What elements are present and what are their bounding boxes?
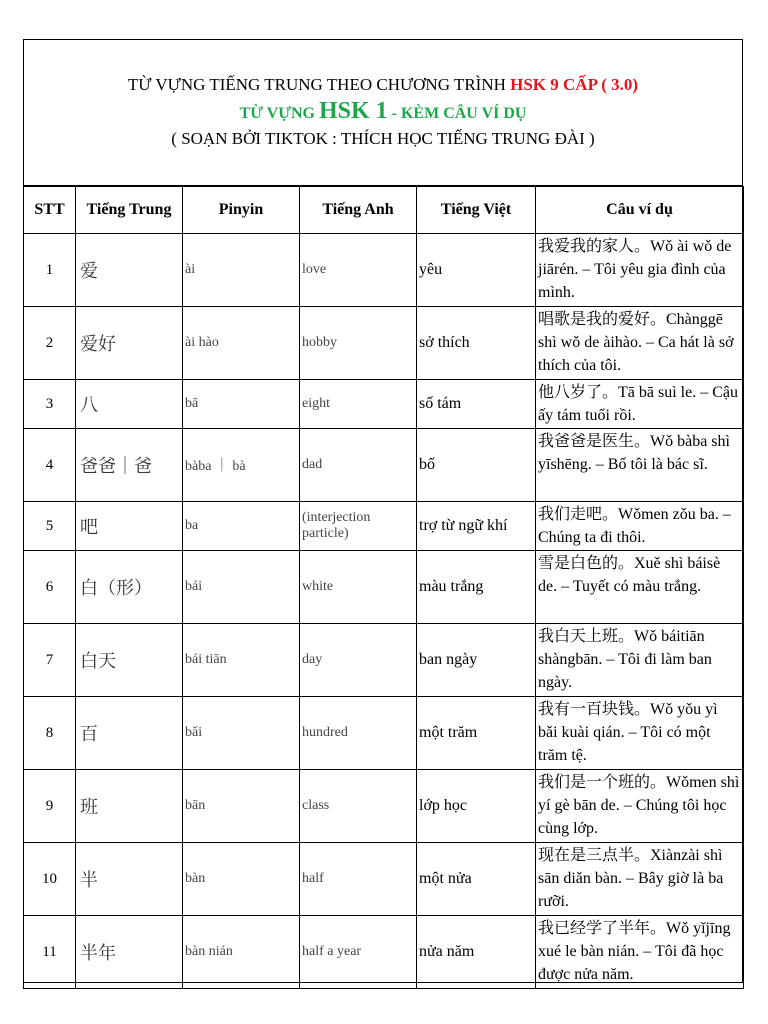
row-number: 11: [24, 916, 76, 989]
vietnamese-meaning: ban ngày: [417, 624, 536, 697]
chinese-word: 班: [76, 770, 183, 843]
table-row: [24, 697, 744, 770]
chinese-word: 白天: [76, 624, 183, 697]
col-header-example: Câu ví dụ: [536, 187, 744, 234]
example-sentence: 我爱我的家人。Wǒ ài wǒ de jiārén. – Tôi yêu gia đình của mình.: [536, 234, 744, 307]
example-sentence: 我白天上班。Wǒ báitiān shàngbān. – Tôi đi làm ban ngày.: [536, 624, 744, 697]
chinese-word: 白（形）: [76, 551, 183, 624]
document-title: [24, 74, 742, 96]
row-number: 4: [24, 429, 76, 502]
english-meaning: half: [300, 843, 417, 916]
example-sentence: 我已经学了半年。Wǒ yǐjīng xué le bàn nián. – Tôi đã học được nửa năm.: [536, 916, 744, 989]
english-meaning: (interjection particle): [300, 502, 417, 551]
vietnamese-meaning: một trăm: [417, 697, 536, 770]
example-sentence: 我爸爸是医生。Wǒ bàba shì yīshēng. – Bố tôi là bác sĩ.: [536, 429, 744, 502]
chinese-word: 八: [76, 380, 183, 429]
english-meaning: half a year: [300, 916, 417, 989]
example-sentence: 我有一百块钱。Wǒ yǒu yì bǎi kuài qián. – Tôi có một trăm tệ.: [536, 697, 744, 770]
english-meaning: dad: [300, 429, 417, 502]
vietnamese-meaning: nửa năm: [417, 916, 536, 989]
example-sentence: 他八岁了。Tā bā suì le. – Cậu ấy tám tuổi rồi.: [536, 380, 744, 429]
document-credit: ( SOẠN BỞI TIKTOK : THÍCH HỌC TIẾNG TRUNG ĐÀI ): [171, 129, 595, 148]
row-number: 1: [24, 234, 76, 307]
english-meaning: love: [300, 234, 417, 307]
row-number: 2: [24, 307, 76, 380]
english-meaning: class: [300, 770, 417, 843]
col-header-chinese: Tiếng Trung: [76, 187, 183, 234]
chinese-word: 半: [76, 843, 183, 916]
chinese-word: 爸爸｜爸: [76, 429, 183, 502]
chinese-word: 吧: [76, 502, 183, 551]
col-header-stt: STT: [24, 187, 76, 234]
chinese-word: 半年: [76, 916, 183, 989]
pinyin: ài hào: [183, 307, 300, 380]
table-row: [24, 916, 744, 989]
row-number: 6: [24, 551, 76, 624]
row-number: 10: [24, 843, 76, 916]
example-sentence: 我们走吧。Wǒmen zǒu ba. – Chúng ta đi thôi.: [536, 502, 744, 551]
title-text: TỪ VỰNG TIẾNG TRUNG THEO CHƯƠNG TRÌNH: [127, 75, 511, 94]
table-row: [24, 429, 744, 502]
row-number: 9: [24, 770, 76, 843]
row-number: 7: [24, 624, 76, 697]
vietnamese-meaning: một nửa: [417, 843, 536, 916]
pinyin: bān: [183, 770, 300, 843]
pinyin: ba: [183, 502, 300, 551]
col-header-pinyin: Pinyin: [183, 187, 300, 234]
vocabulary-sheet: [23, 39, 743, 983]
pinyin: bàba ｜ bà: [183, 429, 300, 502]
table-row: [24, 307, 744, 380]
pinyin: ài: [183, 234, 300, 307]
chinese-word: 百: [76, 697, 183, 770]
pinyin: bàn: [183, 843, 300, 916]
table-row: [24, 624, 744, 697]
table-row: [24, 843, 744, 916]
vietnamese-meaning: trợ từ ngữ khí: [417, 502, 536, 551]
document-subtitle: [24, 96, 742, 129]
table-row: [24, 502, 744, 551]
vietnamese-meaning: lớp học: [417, 770, 536, 843]
pinyin: bái: [183, 551, 300, 624]
table-row: [24, 551, 744, 624]
vietnamese-meaning: yêu: [417, 234, 536, 307]
vietnamese-meaning: bố: [417, 429, 536, 502]
row-number: 5: [24, 502, 76, 551]
example-sentence: 雪是白色的。Xuě shì báisè de. – Tuyết có màu trắng.: [536, 551, 744, 624]
row-number: 3: [24, 380, 76, 429]
row-number: 8: [24, 697, 76, 770]
example-sentence: 现在是三点半。Xiànzài shì sān diǎn bàn. – Bây giờ là ba rưỡi.: [536, 843, 744, 916]
english-meaning: eight: [300, 380, 417, 429]
vietnamese-meaning: số tám: [417, 380, 536, 429]
vocabulary-table: [23, 186, 744, 989]
table-row: [24, 234, 744, 307]
pinyin: bái tiān: [183, 624, 300, 697]
chinese-word: 爱: [76, 234, 183, 307]
vietnamese-meaning: sở thích: [417, 307, 536, 380]
english-meaning: hundred: [300, 697, 417, 770]
table-row: [24, 770, 744, 843]
subtitle-part-c: - KÈM CÂU VÍ DỤ: [387, 105, 527, 122]
example-sentence: 我们是一个班的。Wǒmen shì yí gè bān de. – Chúng tôi học cùng lớp.: [536, 770, 744, 843]
pinyin: bàn nián: [183, 916, 300, 989]
chinese-word: 爱好: [76, 307, 183, 380]
example-sentence: 唱歌是我的爱好。Chànggē shì wǒ de àihào. – Ca hát là sở thích của tôi.: [536, 307, 744, 380]
english-meaning: hobby: [300, 307, 417, 380]
col-header-english: Tiếng Anh: [300, 187, 417, 234]
subtitle-level: HSK 1: [318, 98, 388, 124]
table-row: [24, 380, 744, 429]
pinyin: bǎi: [183, 697, 300, 770]
table-header-row: [24, 187, 744, 234]
english-meaning: white: [300, 551, 417, 624]
pinyin: bā: [183, 380, 300, 429]
vietnamese-meaning: màu trắng: [417, 551, 536, 624]
document-header: [24, 40, 742, 186]
subtitle-part-a: TỪ VỰNG: [239, 105, 319, 122]
title-highlight: HSK 9 CẤP ( 3.0): [510, 75, 639, 94]
col-header-vietnamese: Tiếng Việt: [417, 187, 536, 234]
english-meaning: day: [300, 624, 417, 697]
